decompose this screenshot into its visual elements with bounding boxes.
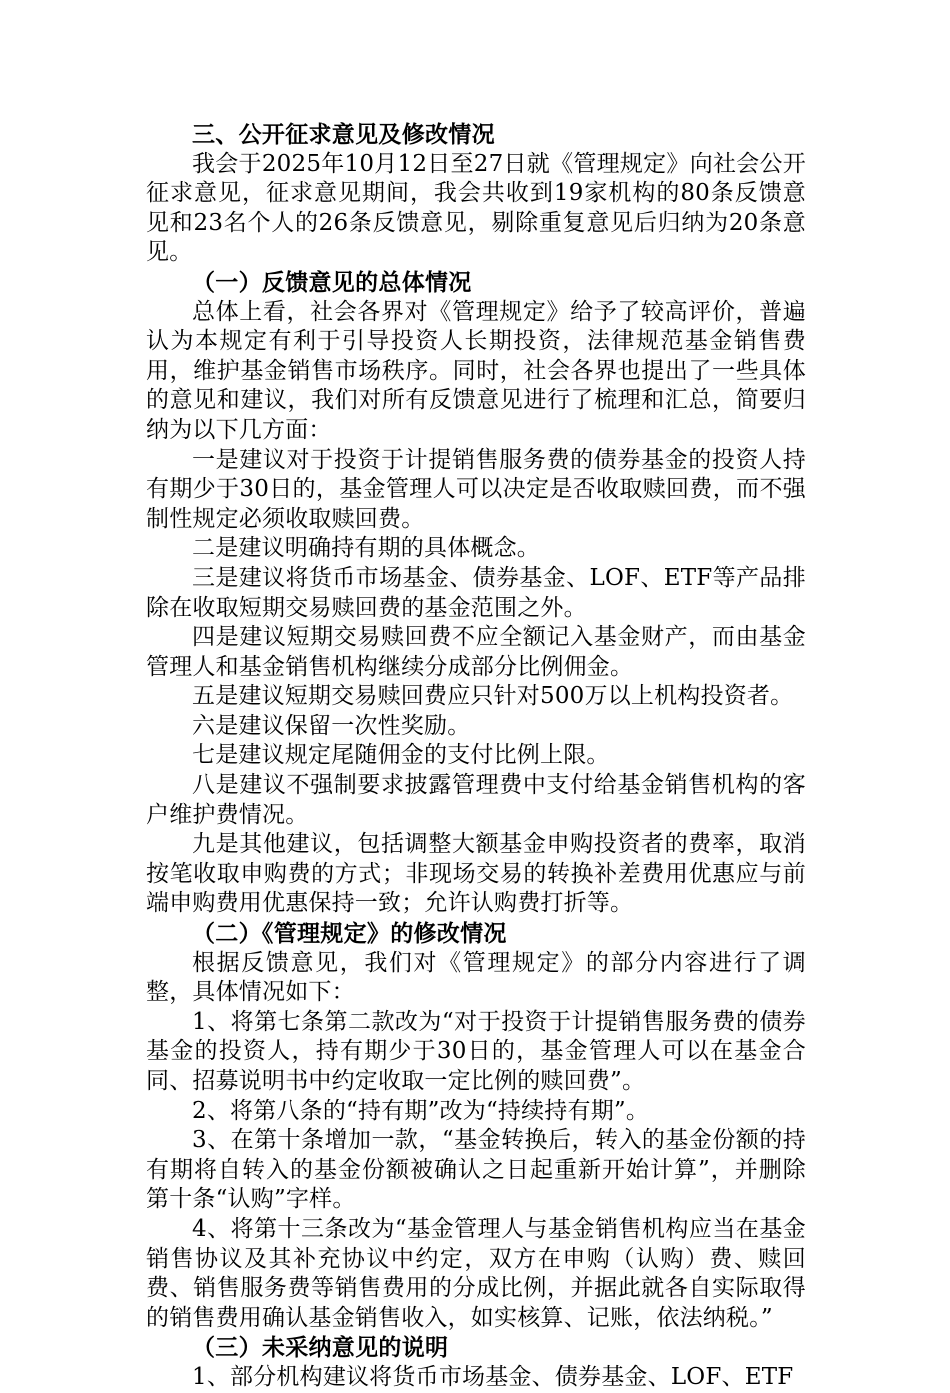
part1-paragraph: 二是建议明确持有期的具体概念。 (192, 535, 540, 562)
part1-paragraph: 四是建议短期交易赎回费不应全额记入基金财产，而由基金管理人和基金销售机构继续分成部分比例佣金。 (146, 624, 806, 680)
part1-paragraph: 六是建议保留一次性奖励。 (192, 712, 471, 739)
intro-paragraph: 我会于2025年10月12日至27日就《管理规定》向社会公开征求意见，征求意见期间，我会共收到19家机构的80条反馈意见和23名个人的26条反馈意见，剔除重复意见后归纳为20条意见。 (146, 150, 806, 266)
section-title: 三、公开征求意见及修改情况 (192, 121, 495, 148)
part1-title: （一）反馈意见的总体情况 (192, 268, 472, 296)
part1-paragraph: 一是建议对于投资于计提销售服务费的债券基金的投资人持有期少于30日的，基金管理人可以决定是否收取赎回费，而不强制性规定必须收取赎回费。 (146, 446, 806, 532)
part2-paragraph: 3、在第十条增加一款，“基金转换后，转入的基金份额的持有期将自转入的基金份额被确认之日起重新开始计算”，并删除第十条“认购”字样。 (146, 1127, 806, 1213)
part2-paragraph: 1、将第七条第二款改为“对于投资于计提销售服务费的债券基金的投资人，持有期少于30日的，基金管理人可以在基金合同、招募说明书中约定收取一定比例的赎回费”。 (146, 1008, 806, 1094)
part1-paragraph: 八是建议不强制要求披露管理费中支付给基金销售机构的客户维护费情况。 (146, 772, 806, 828)
part2-paragraph: 2、将第八条的“持有期”改为“持续持有期”。 (192, 1097, 650, 1124)
part1-paragraph: 三是建议将货币市场基金、债券基金、LOF、ETF等产品排除在收取短期交易赎回费的基金范围之外。 (146, 564, 806, 621)
document-body (146, 120, 806, 1393)
part1-paragraph: 九是其他建议，包括调整大额基金申购投资者的费率，取消按笔收取申购费的方式；非现场交易的转换补差费用优惠应与前端申购费用优惠保持一致；允许认购费打折等。 (146, 831, 806, 917)
part1-paragraph: 总体上看，社会各界对《管理规定》给予了较高评价，普遍认为本规定有利于引导投资人长期投资，法律规范基金销售费用，维护基金销售市场秩序。同时，社会各界也提出了一些具体的意见和建议，我们对所有反馈意见进行了梳理和汇总，简要归纳为以下几方面： (146, 298, 806, 443)
part2-title: （二）《管理规定》的修改情况 (192, 920, 507, 948)
part3-title: （三）未采纳意见的说明 (192, 1334, 449, 1362)
part2-paragraph: 4、将第十三条改为“基金管理人与基金销售机构应当在基金销售协议及其补充协议中约定，双方在申购（认购）费、赎回费、销售服务费等销售费用的分成比例，并据此就各自实际取得的销售费用确认基金销售收入，如实核算、记账，依法纳税。” (146, 1215, 806, 1331)
part1-paragraph: 七是建议规定尾随佣金的支付比例上限。 (192, 742, 610, 769)
part1-paragraph: 五是建议短期交易赎回费应只针对500万以上机构投资者。 (192, 683, 794, 710)
part2-paragraph: 根据反馈意见，我们对《管理规定》的部分内容进行了调整，具体情况如下： (146, 949, 806, 1006)
part3-paragraph: 1、部分机构建议将货币市场基金、债券基金、LOF、ETF (192, 1363, 794, 1390)
